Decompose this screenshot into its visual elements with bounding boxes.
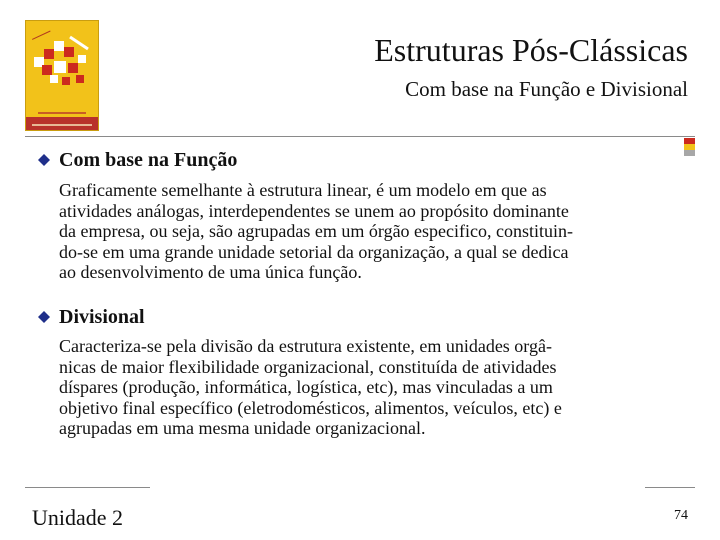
cover-title-scribble [38, 112, 86, 114]
page-subtitle: Com base na Função e Divisional [405, 77, 688, 101]
section-body-divisional [59, 336, 689, 439]
paragraph-line: agrupadas em uma mesma unidade organizacional. [59, 418, 426, 439]
cover-band [26, 117, 98, 130]
paragraph-line: atividades análogas, interdependentes se unem ao propósito dominante [59, 200, 569, 221]
paragraph-line: Graficamente semelhante à estrutura linear, é um modelo em que as [59, 180, 547, 200]
page-number: 74 [674, 508, 688, 523]
paragraph-line: do-se em uma grande unidade setorial da organização, a qual se dedica [59, 241, 569, 262]
header-divider [25, 136, 695, 137]
cover-band-text [32, 124, 92, 126]
diamond-bullet-icon [36, 152, 52, 168]
footer-divider-left [25, 487, 150, 488]
section-heading-divisional [36, 304, 145, 330]
paragraph-line: da empresa, ou seja, são agrupadas em um órgão especifico, constituin- [59, 221, 574, 242]
paragraph-line: ao desenvolvimento de uma única função. [59, 262, 362, 283]
cover-building-blocks-art [30, 35, 96, 105]
paragraph-line: objetivo final específico (eletrodomésticos, alimentos, veículos, etc) e [59, 397, 562, 418]
section-body-funcao [59, 180, 689, 283]
section-heading-label: Divisional [59, 306, 145, 328]
footer-unit-label: Unidade 2 [32, 505, 124, 530]
book-cover-image [25, 20, 99, 131]
paragraph-line: nicas de maior flexibilidade organizacional, constituída de atividades [59, 356, 557, 377]
footer-divider-right [645, 487, 695, 488]
page-title: Estruturas Pós-Clássicas [374, 32, 688, 68]
divider-marker-icon [684, 138, 695, 166]
paragraph-line: Caracteriza-se pela divisão da estrutura existente, em unidades orgâ- [59, 336, 552, 356]
diamond-bullet-icon [36, 309, 52, 325]
paragraph-line: díspares (produção, informática, logística, etc), mas vinculadas a um [59, 377, 553, 398]
section-heading-label: Com base na Função [59, 149, 238, 171]
section-heading-funcao [36, 147, 237, 173]
